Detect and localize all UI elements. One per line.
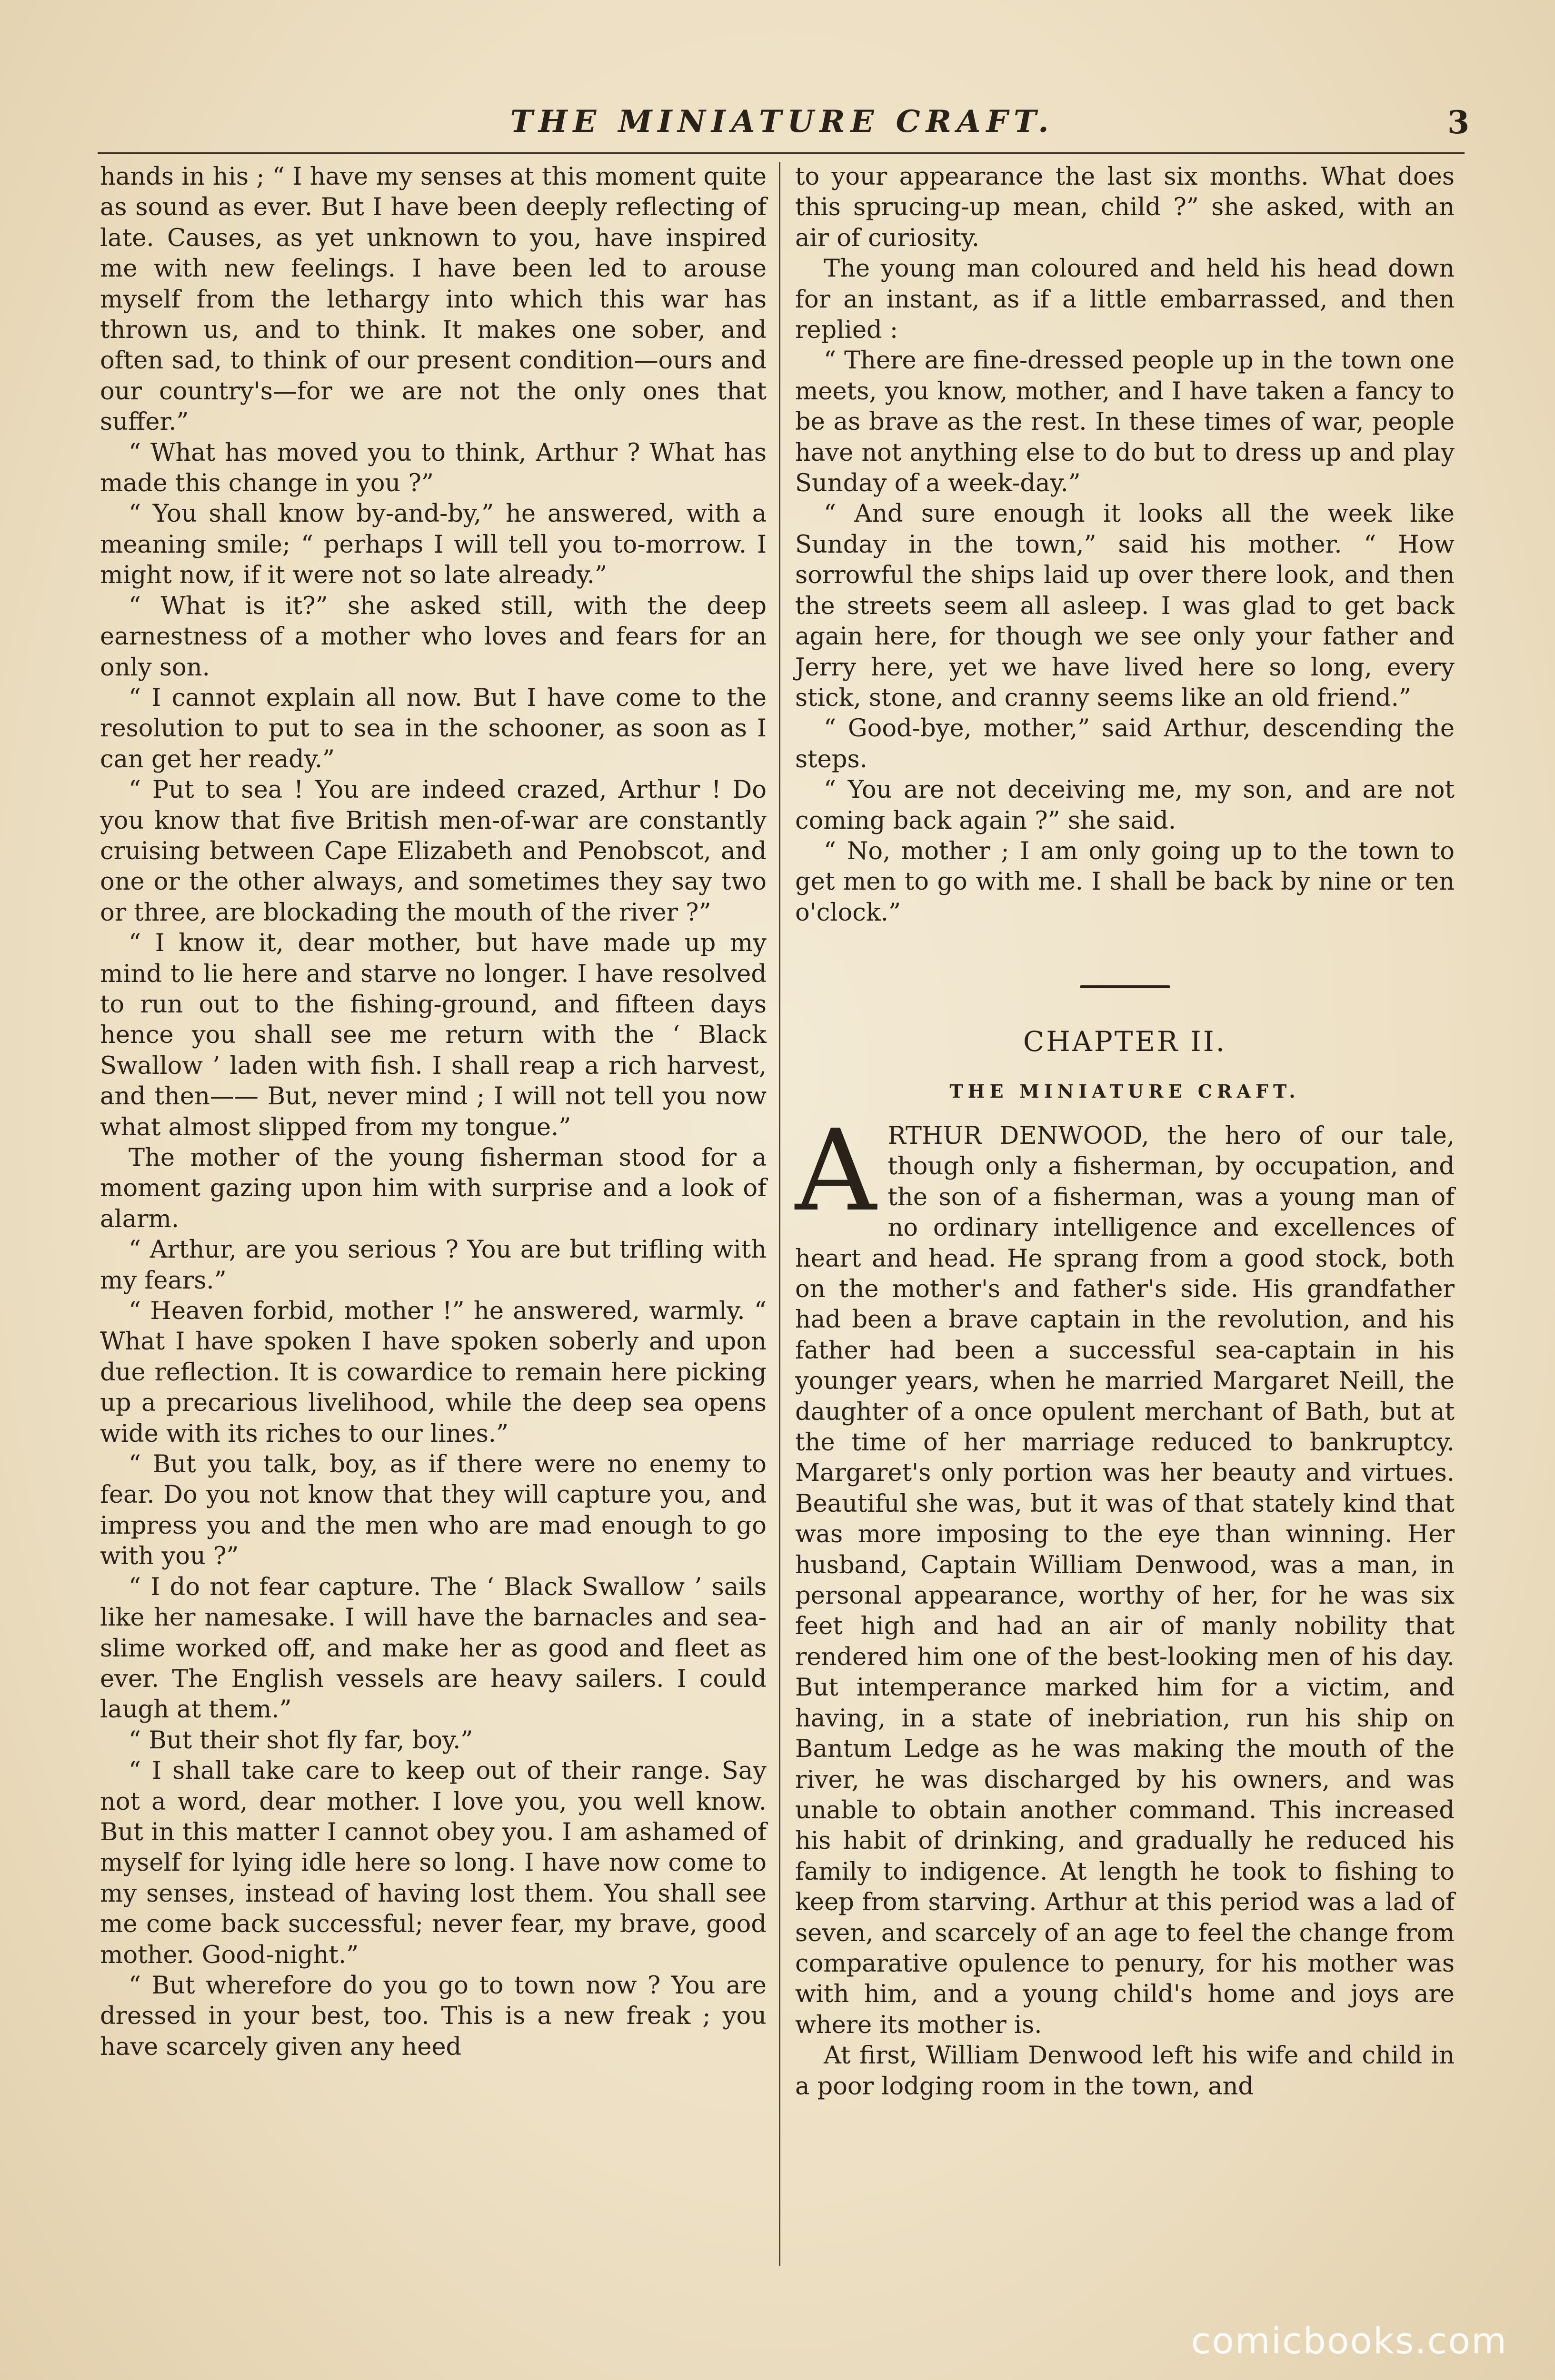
page-number: 3 [1447, 104, 1469, 141]
chapter-separator [1080, 985, 1170, 988]
paragraph: “ You shall know by-and-by,” he answered, with a meaning smile; “ perhaps I will tell you to-morrow. I might now, if it were not so late already.” [100, 500, 767, 590]
paragraph: “ I know it, dear mother, but have made up my mind to lie here and starve no longer. I have resolved to run out to the fishing-ground, and fifteen days hence you shall see me return with the ‘ Black Swallow ’ laden with fish. I shall reap a rich harvest, and then—— But, never mind ; I will not tell you now what almost slipped from my tongue.” [100, 929, 767, 1141]
paragraph: “ What has moved you to think, Arthur ? What has made this change in you ?” [100, 438, 767, 498]
paragraph: “ You are not deceiving me, my son, and are not coming back again ?” she said. [795, 776, 1455, 835]
chapter-opening-paragraph [795, 1105, 1455, 2041]
paragraph: “ No, mother ; I am only going up to the town to get men to go with me. I shall be back by nine or ten o'clock.” [795, 837, 1455, 927]
paragraph: “ And sure enough it looks all the week like Sunday in the town,” said his mother. “ How sorrowful the ships laid up over there look, and then the streets seem all asleep. I was glad to get back again here, for though we see only your father and Jerry here, yet we have lived here so long, every stick, stone, and cranny seems like an old friend.” [795, 500, 1455, 712]
drop-cap: A [795, 1105, 877, 1236]
column-divider [779, 162, 780, 2266]
paragraph: “ Heaven forbid, mother !” he answered, warmly. “ What I have spoken I have spoken soberly and upon due reflection. It is cowardice to remain here picking up a precarious livelihood, while the deep sea opens wide with its riches to our lines.” [100, 1297, 767, 1448]
chapter-subtitle: THE MINIATURE CRAFT. [949, 1080, 1300, 1102]
paragraph: “ But wherefore do you go to town now ? You are dressed in your best, too. This is a new freak ; you have scarcely given any heed [100, 1971, 767, 2061]
paragraph: The mother of the young fisherman stood for a moment gazing upon him with surprise and a look of alarm. [100, 1144, 767, 1233]
right-column [795, 162, 1455, 2102]
header-rule [98, 152, 1465, 154]
paragraph: “ But their shot fly far, boy.” [129, 1726, 473, 1755]
paragraph: hands in his ; “ I have my senses at this moment quite as sound as ever. But I have been deeply reflecting of late. Causes, as yet unknown to you, have inspired me with new feelings. I have been led to arouse myself from the lethargy into which this war has thrown us, and to think. It makes one sober, and often sad, to think of our present condition—ours and our country's—for we are not the only ones that suffer.” [100, 163, 767, 436]
paragraph: to your appearance the last six months. What does this sprucing-up mean, child ?” she asked, with an air of curiosity. [795, 163, 1455, 252]
running-title: THE MINIATURE CRAFT. [510, 104, 1055, 139]
paragraph: “ There are fine-dressed people up in the town one meets, you know, mother, and I have taken a fancy to be as brave as the rest. In these times of war, people have not anything else to do but to dress up and play Sunday of a week-day.” [795, 347, 1455, 498]
paragraph: The young man coloured and held his head down for an instant, as if a little embarrassed, and then replied : [795, 255, 1455, 345]
running-head [95, 104, 1469, 147]
paragraph: At first, William Denwood left his wife and child in a poor lodging room in the town, and [795, 2042, 1455, 2101]
paragraph: “ Put to sea ! You are indeed crazed, Arthur ! Do you know that five British men-of-war are constantly cruising between Cape Elizabeth and Penobscot, and one or the other always, and sometimes they say two or three, are blockading the mouth of the river ?” [100, 776, 767, 927]
paragraph: “ Arthur, are you serious ? You are but trifling with my fears.” [100, 1236, 767, 1295]
left-column [100, 162, 767, 2063]
paragraph: “ Good-bye, mother,” said Arthur, descending the steps. [795, 714, 1455, 774]
watermark: comicbooks.com [1191, 2320, 1507, 2362]
chapter-title: CHAPTER II. [1023, 1025, 1227, 1058]
paragraph: “ But you talk, boy, as if there were no enemy to fear. Do you not know that they will capture you, and impress you and the men who are mad enough to go with you ?” [100, 1450, 767, 1571]
paragraph: “ What is it?” she asked still, with the deep earnestness of a mother who loves and fears for an only son. [100, 592, 767, 682]
chapter-opening-text: RTHUR DENWOOD, the hero of our tale, though only a fisherman, by occupation, and the son of a fisherman, was a young man of no ordinary intelligence and excellences of heart and head. He sprang from a good stock, both on the mother's and father's side. His grandfather had been a brave captain in the revolution, and his father had been a successful sea-captain in his younger years, when he married Margaret Neill, the daughter of a once opulent merchant of Bath, but at the time of her marriage reduced to bankruptcy. Margaret's only portion was her beauty and virtues. Beautiful she was, but it was of that stately kind that was more imposing to the eye than winning. Her husband, Captain William Denwood, was a man, in personal appearance, worthy of her, for he was six feet high and had an air of manly nobility that rendered him one of the best-looking men of his day. But intemperance marked him for a victim, and having, in a state of inebriation, run his ship on Bantum Ledge as he was making the mouth of the river, he was discharged by his owners, and was unable to obtain another command. This increased his habit of drinking, and gradually he reduced his family to indigence. At length he took to fishing to keep from starving. Arthur at this period was a lad of seven, and scarcely of an age to feel the change from comparative opulence to penury, for his mother was with him, and a young child's home and joys are where its mother is. [795, 1121, 1455, 2039]
paragraph: “ I shall take care to keep out of their range. Say not a word, dear mother. I love you, you well know. But in this matter I cannot obey you. I am ashamed of myself for lying idle here so long. I have now come to my senses, instead of having lost them. You shall see me come back successful; never fear, my brave, good mother. Good-night.” [100, 1757, 767, 1969]
paragraph: “ I do not fear capture. The ‘ Black Swallow ’ sails like her namesake. I will have the barnacles and sea-slime worked off, and make her as good and fleet as ever. The English vessels are heavy sailers. I could laugh at them.” [100, 1573, 767, 1724]
paragraph: “ I cannot explain all now. But I have come to the resolution to put to sea in the schooner, as soon as I can get her ready.” [100, 684, 767, 774]
